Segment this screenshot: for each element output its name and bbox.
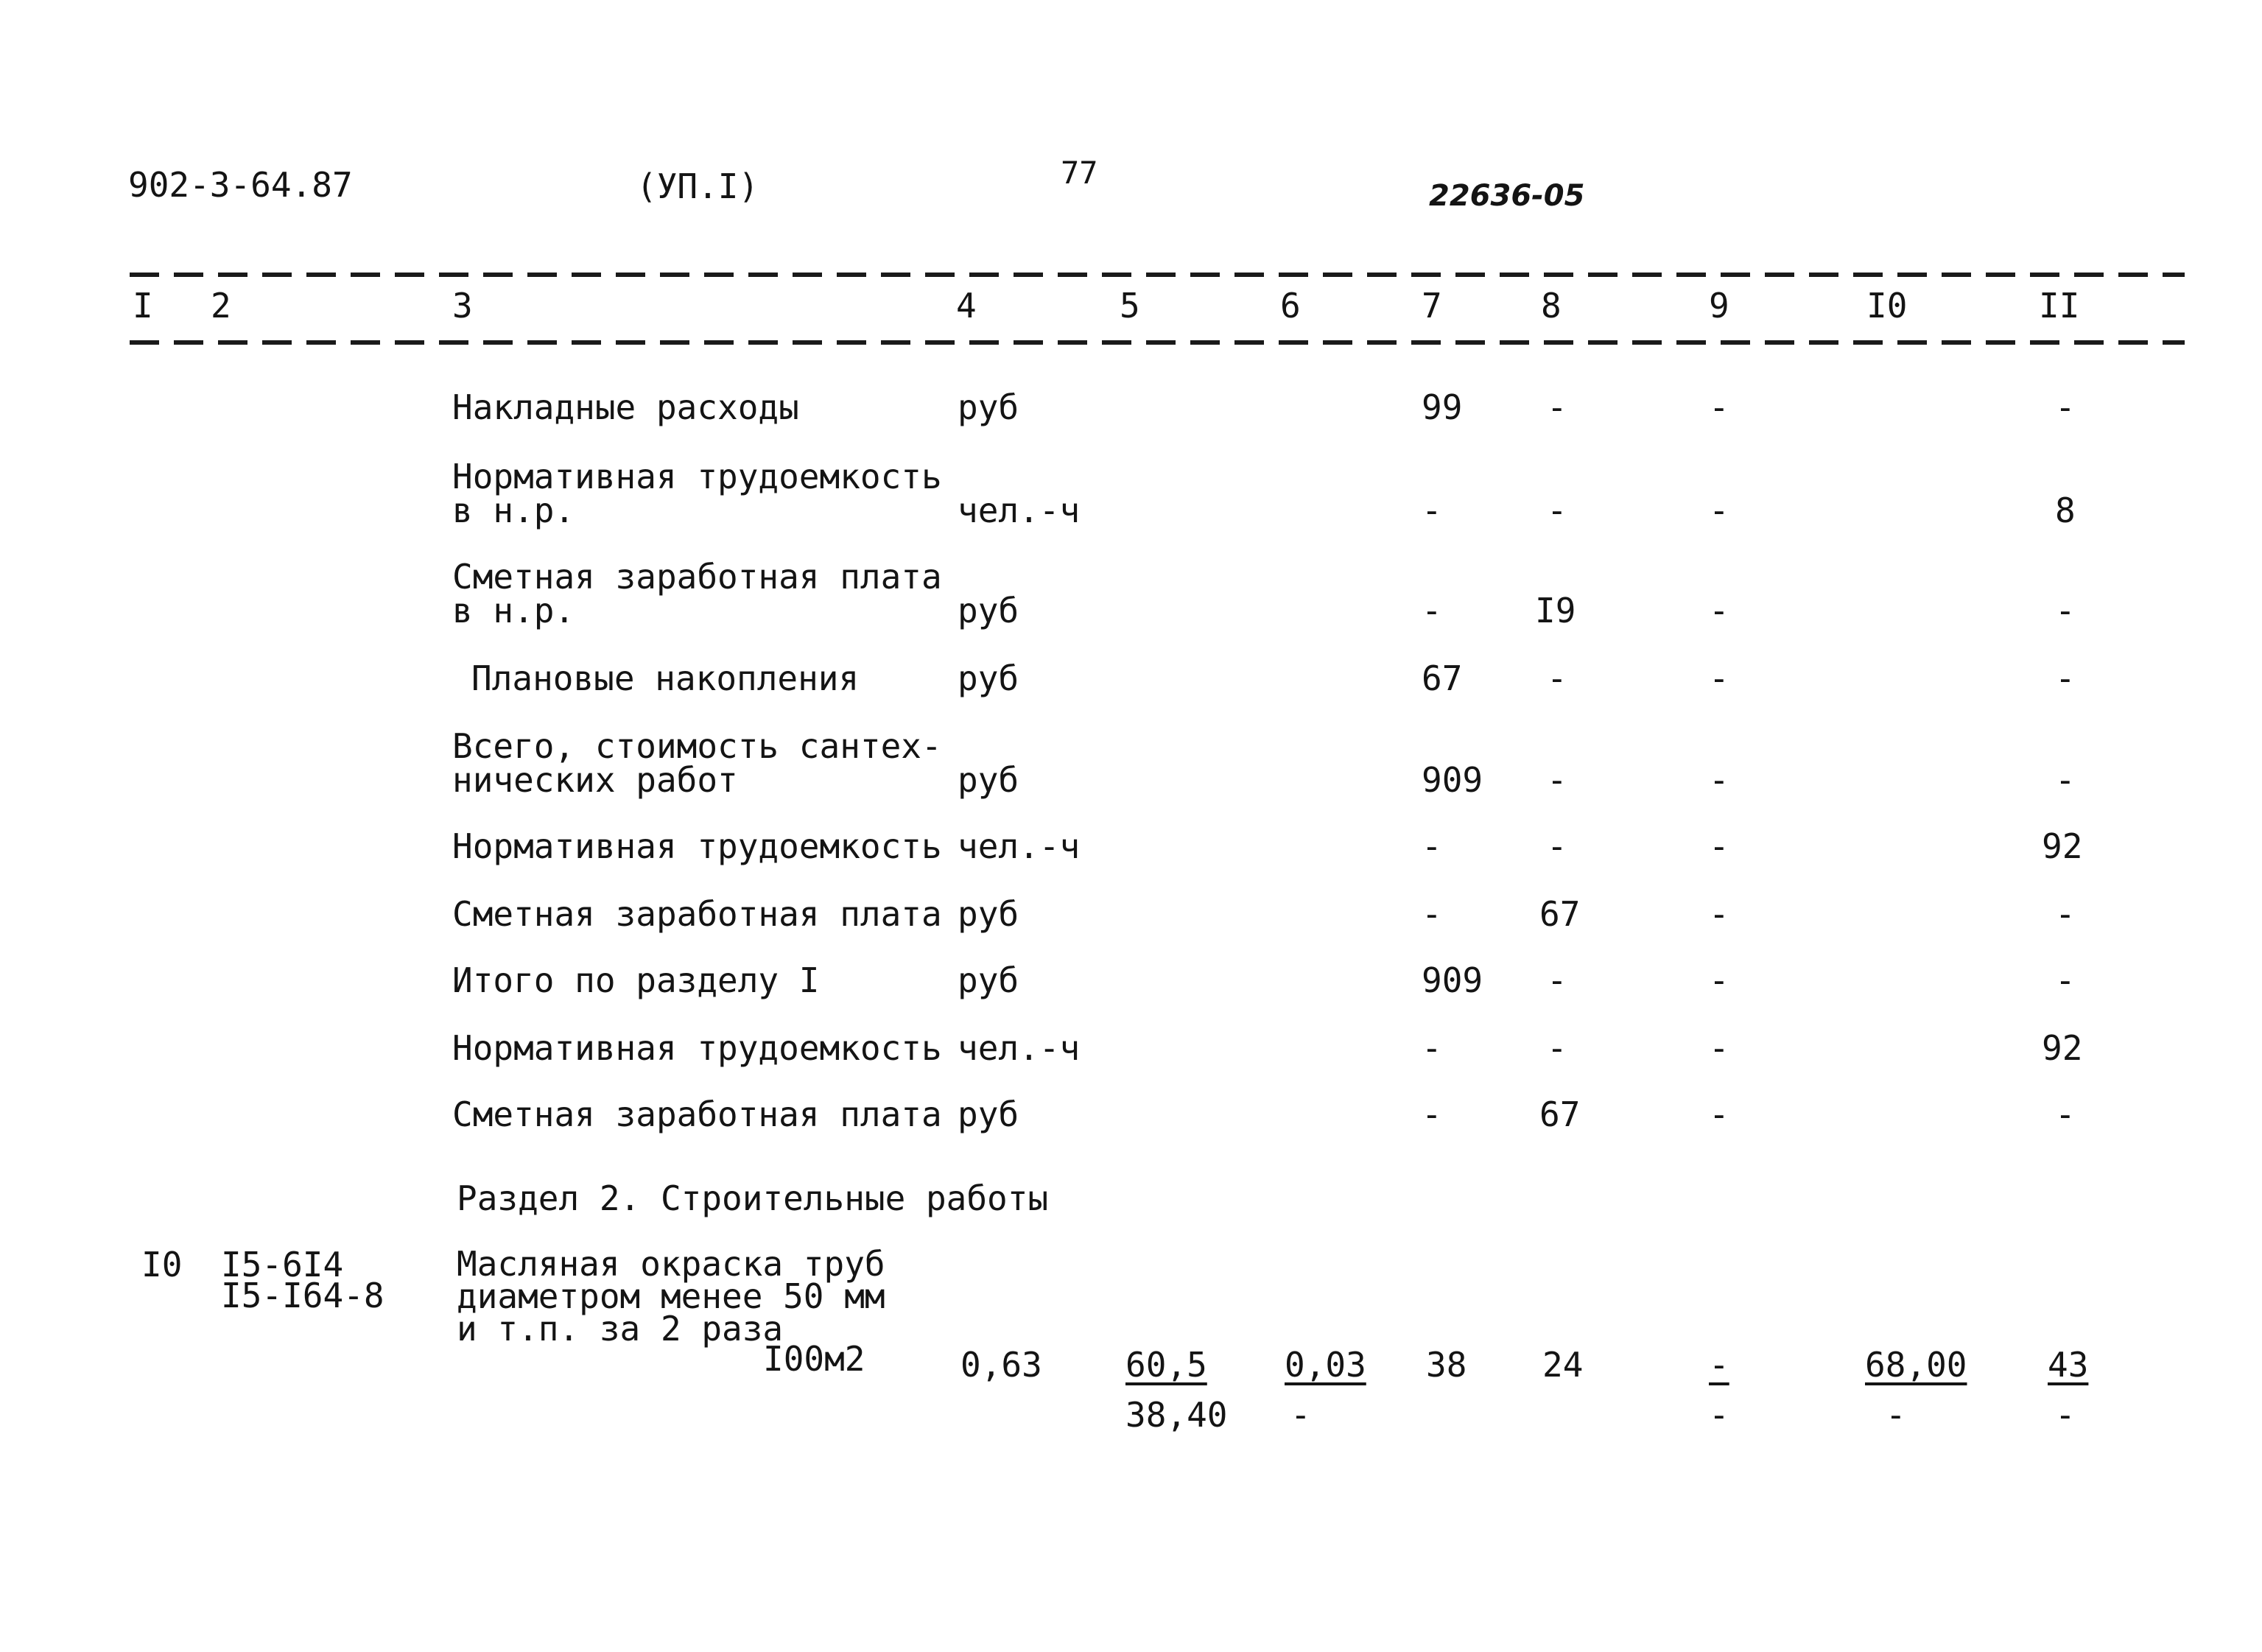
row-unit: руб <box>958 658 1019 698</box>
header-top-rule <box>130 273 2185 277</box>
col-header-3: 3 <box>452 286 473 326</box>
col-header-5: 5 <box>1120 286 1140 326</box>
col-header-8: 8 <box>1541 286 1562 326</box>
cell-col9: - <box>1709 760 1729 800</box>
cell-col8: 24 <box>1542 1345 1584 1385</box>
cell-col5-bottom: 38,40 <box>1125 1395 1228 1435</box>
cell-col8: - <box>1547 826 1567 866</box>
cell-col6-top: 0,03 <box>1285 1345 1366 1385</box>
cell-col8: - <box>1547 760 1567 800</box>
item-number: I0 <box>141 1245 183 1284</box>
col-header-10: I0 <box>1866 286 1908 326</box>
row-name: Накладные расходы <box>452 387 799 427</box>
col-header-1: I <box>133 286 153 326</box>
row-unit: чел.-ч <box>958 826 1081 866</box>
cell-col8: - <box>1547 491 1567 530</box>
cell-col9: - <box>1709 1094 1729 1134</box>
row-name: Сметная заработная плата <box>452 894 942 934</box>
row-unit: чел.-ч <box>958 491 1081 530</box>
cell-col9: - <box>1709 591 1729 630</box>
cell-col9-top: - <box>1709 1345 1729 1385</box>
cell-col7: 99 <box>1422 387 1463 427</box>
cell-col8: - <box>1547 1028 1567 1068</box>
cell-col9: - <box>1709 894 1729 934</box>
row-name: Сметная заработная плата <box>452 1094 942 1134</box>
row-name: Нормативная трудоемкость в н.р. <box>452 457 942 530</box>
cell-col11: 92 <box>2042 1028 2083 1068</box>
cell-col9-bottom: - <box>1709 1395 1729 1435</box>
row-unit: руб <box>958 387 1019 427</box>
cell-col11: - <box>2055 658 2076 698</box>
cell-col11: 92 <box>2042 826 2083 866</box>
row-name: Нормативная трудоемкость <box>452 1028 942 1068</box>
cell-col11: 8 <box>2055 491 2076 530</box>
cell-col11: - <box>2055 1094 2076 1134</box>
section-label: (УП.I) <box>636 166 759 206</box>
cell-col9: - <box>1709 1028 1729 1068</box>
cell-col9: - <box>1709 658 1729 698</box>
row-unit: руб <box>958 760 1019 800</box>
cell-col8: 67 <box>1539 894 1581 934</box>
archive-number: 22636-05 <box>1429 179 1585 213</box>
item-unit: I00м2 <box>763 1339 865 1379</box>
col-header-4: 4 <box>956 286 977 326</box>
item-description: Масляная окраска труб диаметром менее 50 мм и т.п. за 2 раза <box>457 1244 885 1349</box>
cell-col11: - <box>2055 591 2076 630</box>
cell-col7: 909 <box>1422 960 1483 1000</box>
cell-col11-top: 43 <box>2048 1345 2089 1385</box>
cell-col8: - <box>1547 960 1567 1000</box>
cell-col10-top: 68,00 <box>1865 1345 1967 1385</box>
section-title: Раздел 2. Строительные работы <box>457 1178 1049 1218</box>
row-unit: руб <box>958 1094 1019 1134</box>
row-unit: руб <box>958 591 1019 630</box>
cell-col11: - <box>2055 894 2076 934</box>
row-name: Нормативная трудоемкость <box>452 826 942 866</box>
cell-col10-bottom: - <box>1886 1395 1906 1435</box>
col-header-7: 7 <box>1422 286 1442 326</box>
cell-col8: I9 <box>1535 591 1576 630</box>
row-name: Плановые накопления <box>471 658 860 698</box>
cell-col9: - <box>1709 387 1729 427</box>
cell-col6-bottom: - <box>1290 1395 1311 1435</box>
cell-col7: 67 <box>1422 658 1463 698</box>
cell-col8: 67 <box>1539 1094 1581 1134</box>
document-code: 902-3-64.87 <box>128 165 353 205</box>
cell-col7: - <box>1422 894 1442 934</box>
cell-col8: - <box>1547 658 1567 698</box>
row-unit: руб <box>958 960 1019 1000</box>
cell-col7: - <box>1422 491 1442 530</box>
header-bottom-rule <box>130 340 2185 345</box>
row-name: Всего, стоимость сантех- нических работ <box>452 726 942 800</box>
col-header-6: 6 <box>1280 286 1301 326</box>
col-header-2: 2 <box>211 286 231 326</box>
cell-col7: - <box>1422 1094 1442 1134</box>
item-quantity: 0,63 <box>960 1345 1042 1385</box>
item-code-primary: I5-6I4 <box>221 1245 344 1284</box>
cell-col11: - <box>2055 960 2076 1000</box>
row-unit: чел.-ч <box>958 1028 1081 1068</box>
row-name: Итого по разделу I <box>452 960 820 1000</box>
cell-col7: - <box>1422 1028 1442 1068</box>
cell-col9: - <box>1709 826 1729 866</box>
row-name: Сметная заработная плата в н.р. <box>452 557 942 630</box>
cell-col7: - <box>1422 591 1442 630</box>
item-code-secondary: I5-I64-8 <box>221 1276 384 1315</box>
cell-col5-top: 60,5 <box>1125 1345 1207 1385</box>
col-header-9: 9 <box>1709 286 1729 326</box>
cell-col9: - <box>1709 960 1729 1000</box>
page-number: 77 <box>1061 155 1098 191</box>
cell-col11-bottom: - <box>2055 1395 2076 1435</box>
cell-col9: - <box>1709 491 1729 530</box>
col-header-11: II <box>2039 286 2080 326</box>
cell-col11: - <box>2055 387 2076 427</box>
cell-col7: - <box>1422 826 1442 866</box>
cell-col7: 38 <box>1426 1345 1467 1385</box>
row-unit: руб <box>958 894 1019 934</box>
cell-col7: 909 <box>1422 760 1483 800</box>
cell-col8: - <box>1547 387 1567 427</box>
cell-col11: - <box>2055 760 2076 800</box>
